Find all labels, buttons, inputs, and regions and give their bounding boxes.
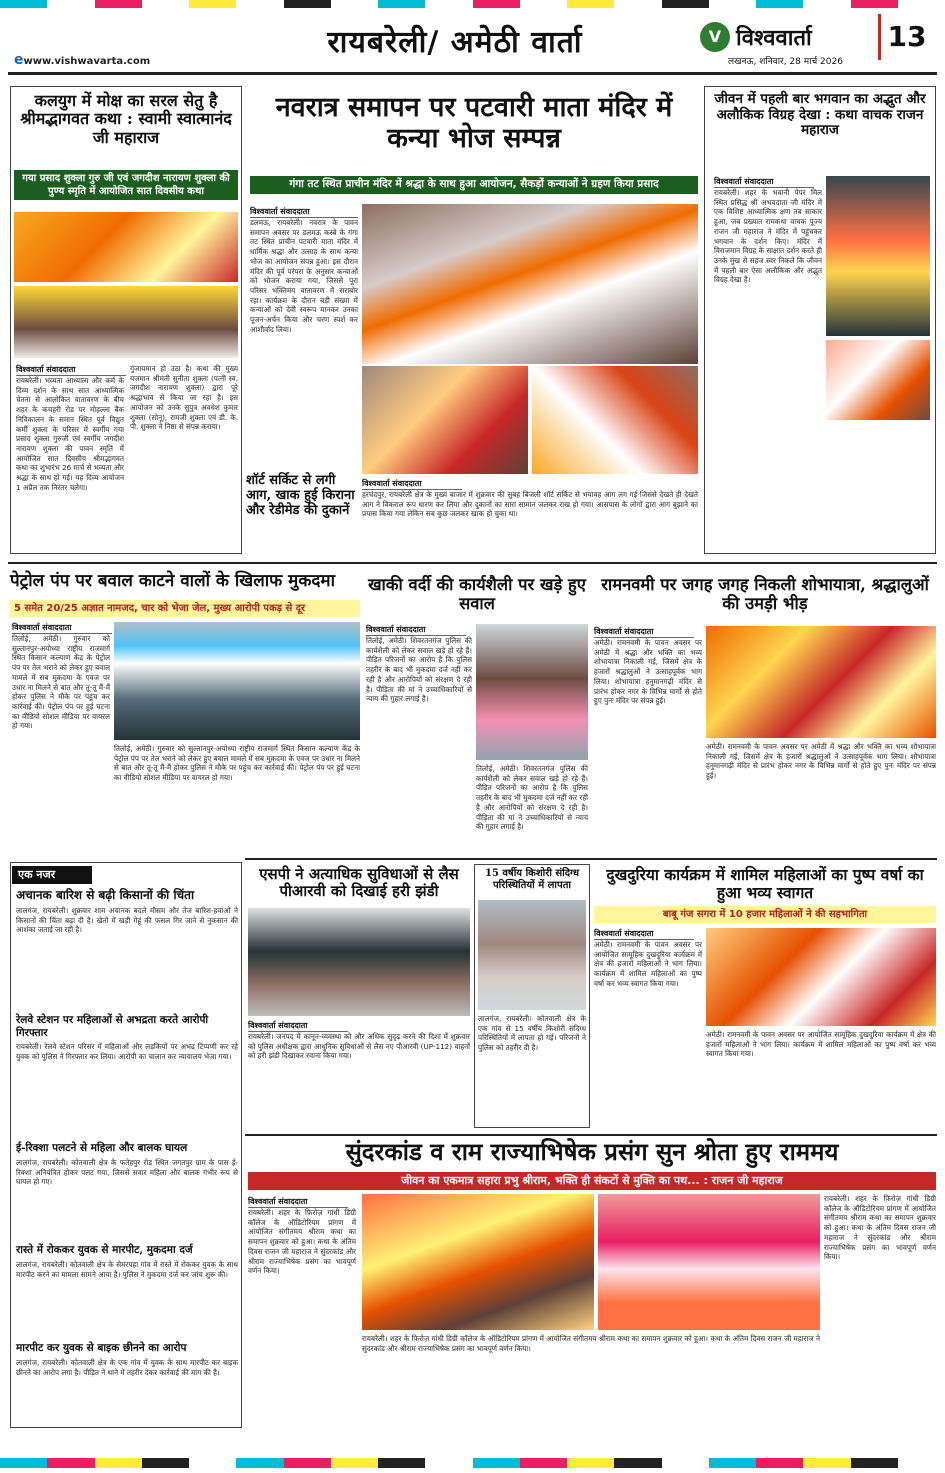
browser-icon: e xyxy=(14,52,24,68)
ek-nazar-item-4-body: लालगंज, रायबरेली। कोतवाली क्षेत्र के सेमरपहा गांव में रास्ते में रोककर युवक के साथ मारपीट करने का मामला सामने आया है। पुलिस ने मुकदमा दर्ज कर जांच शुरू की। xyxy=(16,1260,238,1279)
ek-nazar-item-3-body: लालगंज, रायबरेली। कोतवाली क्षेत्र के फतेहपुर रोड स्थित जगतपुर ग्राम के पास ई-रिक्शा अनियंत्रित होकर पलट गया, जिससे सवार महिला और बालक गंभीर रूप से घायल हो गए। xyxy=(16,1158,238,1187)
petrol-headline: पेट्रोल पंप पर बवाल काटने वालों के खिलाफ मुकदमा xyxy=(10,571,335,591)
bhagwat-subhead: गया प्रसाद शुक्ला गुरु जी एवं जगदीश नारायण शुक्ला की पुण्य स्मृति में आयोजित सात दिवसीय कथा xyxy=(14,170,238,200)
bhagwat-body: रायबरेली। भव्यता आध्यात्म और कर्म के दिव्य दर्शन के साथ सात आध्यात्मिक चेतना से आलोकित वातावरण के बीच शहर के कचहरी रोड पर मोहल्ला बैंक निविकालन के समान स्थित पूर्व विद्युत कर्मी शुक्ला के परिसर में स्वर्गीय गया प्रसाद शुक्ला गुरुजी एवं स्वर्गीय जगदीश नारायण शुक्ला की पावन स्मृति में आयोजित सात दिवसीय श्रीमद्भागवत कथा का शुभारंभ 26 मार्च से भव्यता और श्रद्धा के साथ हो गई। यह दिव्य आयोजन 1 अप्रैल तक निरंतर चलेगा। xyxy=(16,376,124,492)
prv-vehicle-photo xyxy=(248,908,470,1016)
brand-name: विश्ववार्ता xyxy=(736,25,812,51)
sundarkand-body-side: रायबरेली। शहर के फ़िरोज़ गांधी डिग्री कॉलेज के ऑडिटोरियम प्रांगण में आयोजित संगीतमय श्रीराम कथा का समापन शुक्रवार को हुआ। कथा के अंतिम दिवस राजन जी महाराज ने सुंदरकांड और श्रीराम राज्याभिषेक प्रसंग का भावपूर्ण वर्णन किया। xyxy=(824,1194,936,1262)
ek-nazar-item-5-title: मारपीट कर युवक से बाइक छीनने का आरोप xyxy=(16,1342,187,1354)
women-body: अमेठी। रामनवमी के पावन अवसर पर आयोजित सामूहिक दुखदुरिया कार्यक्रम में क्षेत्र की हजारों महिलाओं ने भाग लिया। कार्यक्रम में शामिल महिलाओं का पुष्प वर्षा कर भव्य स्वागत किया गया। xyxy=(594,940,702,988)
ramnavami-headline: रामनवमी पर जगह जगह निकली शोभायात्रा, श्रद्धालुओं की उमड़ी भीड़ xyxy=(601,575,929,613)
women-byline: विश्ववार्ता संवाददाता xyxy=(594,928,694,940)
ek-nazar-item-1-title: अचानक बारिश से बढ़ी किसानों की चिंता xyxy=(16,888,195,902)
row-rule-3 xyxy=(245,1134,937,1136)
missing-police-photo xyxy=(478,900,586,1010)
sundarkand-audience-photo xyxy=(598,1194,820,1330)
bhagwat-body-continued: गुंजायमान हो उठा है। कथा की मुख्य यजमान श्रीमती सुनीता शुक्ला (पत्नी स्व. जगदीश नारायण शुक्ला) द्वारा पूरे श्रद्धाभाव से किया जा रहा है। इस आयोजन को उनके सुपुत्र अवधेश कुमार शुक्ला (सोनू), रामजी शुक्ला एवं डी. के. पी. शुक्ला ने निष्ठा से संपन्न कराया। xyxy=(130,364,238,432)
ramnavami-byline: विश्ववार्ता संवाददाता xyxy=(594,626,694,638)
bhagwat-byline: विश्ववार्ता संवाददाता xyxy=(16,364,126,376)
fire-body: हरचंदपुर, रायबरेली क्षेत्र के मुख्य बाजार में शुक्रवार की सुबह बिजली शॉर्ट सर्किट से भयावह आग लग गई जिससे देखते ही देखते आग ने विकराल रूप धारण कर लिया और दुकानों का सारा सामान जलकर राख हो गया। आसपास के लोगों द्वारा आग बुझाने का प्रयास किया गया लेकिन सब कुछ जलकर खाक हो चुका था। xyxy=(362,490,698,519)
khaki-victim-photo xyxy=(476,624,588,760)
women-subhead: बाबू गंज सगरा में 10 हजार महिलाओं ने की सहभागिता xyxy=(594,906,936,923)
khaki-byline: विश्ववार्ता संवाददाता xyxy=(366,624,466,636)
lead-bottom-left-photo xyxy=(362,366,528,474)
sundarkand-body-continued: रायबरेली। शहर के फ़िरोज़ गांधी डिग्री कॉलेज के ऑडिटोरियम प्रांगण में आयोजित संगीतमय श्रीराम कथा का समापन शुक्रवार को हुआ। कथा के अंतिम दिवस राजन जी महाराज ने सुंदरकांड और श्रीराम राज्याभिषेक प्रसंग का भावपूर्ण वर्णन किया। xyxy=(362,1334,820,1353)
sundarkand-body: रायबरेली। शहर के फ़िरोज़ गांधी डिग्री कॉलेज के ऑडिटोरियम प्रांगण में आयोजित संगीतमय श्रीराम कथा का समापन शुक्रवार को हुआ। कथा के अंतिम दिवस राजन जी महाराज ने सुंदरकांड और श्रीराम राज्याभिषेक प्रसंग का भावपूर्ण वर्णन किया। xyxy=(248,1208,356,1276)
petrol-subhead: 5 समेत 20/25 अज्ञात नामजद, चार को भेजा जेल, मुख्य आरोपी पकड़ से दूर xyxy=(10,600,360,617)
petrol-byline: विश्ववार्ता संवाददाता xyxy=(12,622,112,634)
dateline: लखनऊ, शनिवार, 28 मार्च 2026 xyxy=(728,57,843,67)
header-rule xyxy=(8,72,937,75)
prv-byline: विश्ववार्ता संवाददाता xyxy=(248,1020,348,1032)
sundarkand-stage-photo xyxy=(362,1194,594,1330)
prv-headline: एसपी ने अत्याधिक सुविधाओं से लैस पीआरवी को दिखाई हरी झंडी xyxy=(259,865,459,901)
row-rule-2 xyxy=(245,858,937,860)
lead-bottom-right-photo xyxy=(532,366,698,474)
khaki-body-continued: तिलोई, अमेठी। शिवरतनगंज पुलिस की कार्यशैली को लेकर सवाल खड़े हो रहे हैं। पीड़ित परिजनों का आरोप है कि पुलिस तहरीर के बाद भी मुकदमा दर्ज नहीं कर रही है और आरोपियों को संरक्षण दे रही है। पीड़िता की मां ने उच्चाधिकारियों से न्याय की गुहार लगाई है। xyxy=(476,764,588,832)
print-registration-strip-bottom xyxy=(0,1458,945,1468)
petrol-pump-photo xyxy=(114,622,360,740)
bhagwat-headline: कलयुग में मोक्ष का सरल सेतु है श्रीमद्भागवत कथा : स्वामी स्वात्मानंद जी महाराज xyxy=(20,91,232,147)
ek-nazar-item-2-title: रेलवे स्टेशन पर महिलाओं से अभद्रता करते आरोपी गिरफ्तार xyxy=(16,1014,209,1040)
khaki-body: तिलोई, अमेठी। शिवरतनगंज पुलिस की कार्यशैली को लेकर सवाल खड़े हो रहे हैं। पीड़ित परिजनों का आरोप है कि पुलिस तहरीर के बाद भी मुकदमा दर्ज नहीं कर रही है और आरोपियों को संरक्षण दे रही है। पीड़िता की मां ने उच्चाधिकारियों से न्याय की गुहार लगाई है। xyxy=(366,636,472,704)
women-crowd-photo xyxy=(706,928,936,1026)
lead-body: डलमऊ, रायबरेली। नवरात्र के पावन समापन अवसर पर डलमऊ कस्बे के गंगा तट स्थित प्राचीन पटवारी माता मंदिर में धार्मिक श्रद्धा और उत्साह के साथ कन्या भोज का आयोजन संपन्न हुआ। इस दौरान मंदिर की पूर्व परंपरा के अनुसार कन्याओं को भोजन कराया गया, जिससे पूरा परिसर भक्तिमय वातावरण में सराबोर रहा। कार्यक्रम के दौरान बड़ी संख्या में कन्याओं को देवी स्वरूप मानकर उनका पूजन-अर्चन किया और चरण स्पर्श कर आशीर्वाद लिया। xyxy=(250,218,358,334)
prv-body: रायबरेली। जनपद में कानून-व्यवस्था को और अधिक सुदृढ़ करने की दिशा में शुक्रवार को पुलिस अधीक्षक द्वारा आधुनिक सुविधाओं से लैस नए पीआरवी (UP-112) वाहनों को हरी झंडी दिखाकर रवाना किया गया। xyxy=(248,1032,470,1061)
lead-top-photo xyxy=(362,204,698,364)
lead-subhead: गंगा तट स्थित प्राचीन मंदिर में श्रद्धा के साथ हुआ आयोजन, सैकड़ों कन्याओं ने ग्रहण किया प्रसाद xyxy=(250,176,698,194)
rambhakt-body: रायबरेली। शहर के भवानी पेपर मिल स्थित प्रसिद्ध श्री अभयदाता जी मंदिर में एक विशिष्ट आध्यात्मिक क्षण तब साकार हुआ, जब प्रख्यात रामकथा वाचक पूज्य राजन जी महाराज ने मंदिर में पहुंचकर भगवान के दर्शन किए। मंदिर में विराजमान विग्रह के साक्षात दर्शन करते ही उनके मुख से सहज स्वर निकले कि जीवन में पहली बार ऐसा अलौकिक और अद्भुत विग्रह देखा है। xyxy=(714,188,822,285)
page-number: 13 xyxy=(878,14,933,60)
print-registration-strip-top xyxy=(0,0,945,8)
ramnavami-body-continued: अमेठी। रामनवमी के पावन अवसर पर अमेठी में श्रद्धा और भक्ति का भव्य शोभायात्रा निकाली गई, जिसमें क्षेत्र के हजारों श्रद्धालुओं ने उत्साहपूर्वक भाग लिया। शोभायात्रा हनुमानगढ़ी मंदिर से प्रारंभ होकर नगर के विभिन्न मार्गों से होते हुए पुनः मंदिर पर संपन्न हुई। xyxy=(706,742,936,781)
missing-body: लालगंज, रायबरेली। कोतवाली क्षेत्र के एक गांव से 15 वर्षीय किशोरी संदिग्ध परिस्थितियों में लापता हो गई। परिजनों ने पुलिस को तहरीर दी है। xyxy=(478,1014,586,1053)
missing-headline: 15 वर्षीय किशोरी संदिग्ध परिस्थितियों में लापता xyxy=(484,868,580,891)
women-headline: दुखदुरिया कार्यक्रम में शामिल महिलाओं का पुष्प वर्षा का हुआ भव्य स्वागत xyxy=(606,865,924,902)
page-title: रायबरेली/ अमेठी वार्ता xyxy=(327,25,583,60)
women-body-continued: अमेठी। रामनवमी के पावन अवसर पर आयोजित सामूहिक दुखदुरिया कार्यक्रम में क्षेत्र की हजारों महिलाओं ने भाग लिया। कार्यक्रम में शामिल महिलाओं का पुष्प वर्षा कर भव्य स्वागत किया गया। xyxy=(706,1030,936,1059)
brand-logo-icon: V xyxy=(700,22,730,52)
fire-byline: विश्ववार्ता संवाददाता xyxy=(362,478,462,490)
ek-nazar-item-3-title: ई-रिक्शा पलटने से महिला और बालक घायल xyxy=(16,1142,188,1154)
khaki-headline: खाकी वर्दी की कार्यशैली पर खड़े हुए सवाल xyxy=(368,575,586,613)
rambhakt-byline: विश्ववार्ता संवाददाता xyxy=(714,176,814,188)
sundarkand-byline: विश्ववार्ता संवाददाता xyxy=(248,1196,348,1208)
ramnavami-body: अमेठी। रामनवमी के पावन अवसर पर अमेठी में श्रद्धा और भक्ति का भव्य शोभायात्रा निकाली गई, जिसमें क्षेत्र के हजारों श्रद्धालुओं ने उत्साहपूर्वक भाग लिया। शोभायात्रा हनुमानगढ़ी मंदिर से प्रारंभ होकर नगर के विभिन्न मार्गों से होते हुए पुनः मंदिर पर संपन्न हुई। xyxy=(594,638,702,706)
lead-headline: नवरात्र समापन पर पटवारी माता मंदिर में कन्या भोज सम्पन्न xyxy=(275,92,673,155)
ramnavami-procession-photo xyxy=(706,626,936,738)
bhagwat-audience-photo xyxy=(14,286,238,358)
rambhakt-idol-photo xyxy=(826,176,930,336)
ek-nazar-label: एक नजर xyxy=(12,866,92,884)
bhagwat-stage-photo xyxy=(14,212,238,282)
ek-nazar-item-1-body: लालगंज, रायबरेली। शुक्रवार शाम अचानक बदले मौसम और तेज बारिश-हवाओं ने किसानों की चिंता बढ़ा दी है। खेतों में खड़ी गेहूं की फसल गिर जाने से नुकसान की आशंका जताई जा रही है। xyxy=(16,906,238,935)
petrol-body-continued: तिलोई, अमेठी। गुरुवार को सुल्तानपुर-अयोध्या राष्ट्रीय राजमार्ग स्थित किसान कल्याण केंद्र के पेट्रोल पंप पर तेल भराने को लेकर हुए बवाल मामले में सब मुक़दमा के एवज पर उधार ना मिलने से बात और तू-तू मैं-मैं होकर पुलिस ने मौके पर पहुंच कर कार्रवाई की। पेट्रोल पंप पर हुई घटना का वीडियो सोशल मीडिया पर वायरल हो गया। xyxy=(114,744,360,783)
sundarkand-headline: सुंदरकांड व राम राज्याभिषेक प्रसंग सुन श्रोता हुए राममय xyxy=(345,1137,839,1166)
row-rule-1 xyxy=(8,562,937,564)
rambhakt-headline: जीवन में पहली बार भगवान का अद्भुत और अलौकिक विग्रह देखा : कथा वाचक राजन महाराज xyxy=(714,91,926,139)
ek-nazar-item-2-body: रायबरेली। रेलवे स्टेशन परिसर में महिलाओं और लड़कियों पर अभद्र टिप्पणी कर रहे युवक को पुलिस ने गिरफ्तार कर लिया। आरोपी का चालान कर न्यायालय भेजा गया। xyxy=(16,1042,238,1061)
lead-byline: विश्ववार्ता संवाददाता xyxy=(250,206,358,218)
website-url[interactable]: ewww.vishwavarta.com xyxy=(14,52,151,68)
sundarkand-subhead: जीवन का एकमात्र सहारा प्रभु श्रीराम, भक्ति ही संकटों से मुक्ति का पथ... : राजन जी महाराज xyxy=(248,1172,936,1190)
rambhakt-visit-photo xyxy=(826,340,930,420)
ek-nazar-item-4-title: रास्ते में रोककर युवक से मारपीट, मुकदमा दर्ज xyxy=(16,1244,193,1256)
ek-nazar-item-5-body: लालगंज, रायबरेली। कोतवाली क्षेत्र के एक गांव में युवक के साथ मारपीट कर बाइक छीनने का आरोप लगा है। पीड़ित ने थाने में तहरीर देकर कार्रवाई की मांग की है। xyxy=(16,1358,238,1377)
petrol-body: तिलोई, अमेठी। गुरुवार को सुल्तानपुर-अयोध्या राष्ट्रीय राजमार्ग स्थित किसान कल्याण केंद्र के पेट्रोल पंप पर तेल भराने को लेकर हुए बवाल मामले में सब मुक़दमा के एवज पर उधार ना मिलने से बात और तू-तू मैं-मैं होकर पुलिस ने मौके पर पहुंच कर कार्रवाई की। पेट्रोल पंप पर हुई घटना का वीडियो सोशल मीडिया पर वायरल हो गया। xyxy=(12,634,110,731)
fire-headline: शॉर्ट सर्किट से लगी आग, खाक हुई किराना और रेडीमेड की दुकानें xyxy=(246,473,355,518)
